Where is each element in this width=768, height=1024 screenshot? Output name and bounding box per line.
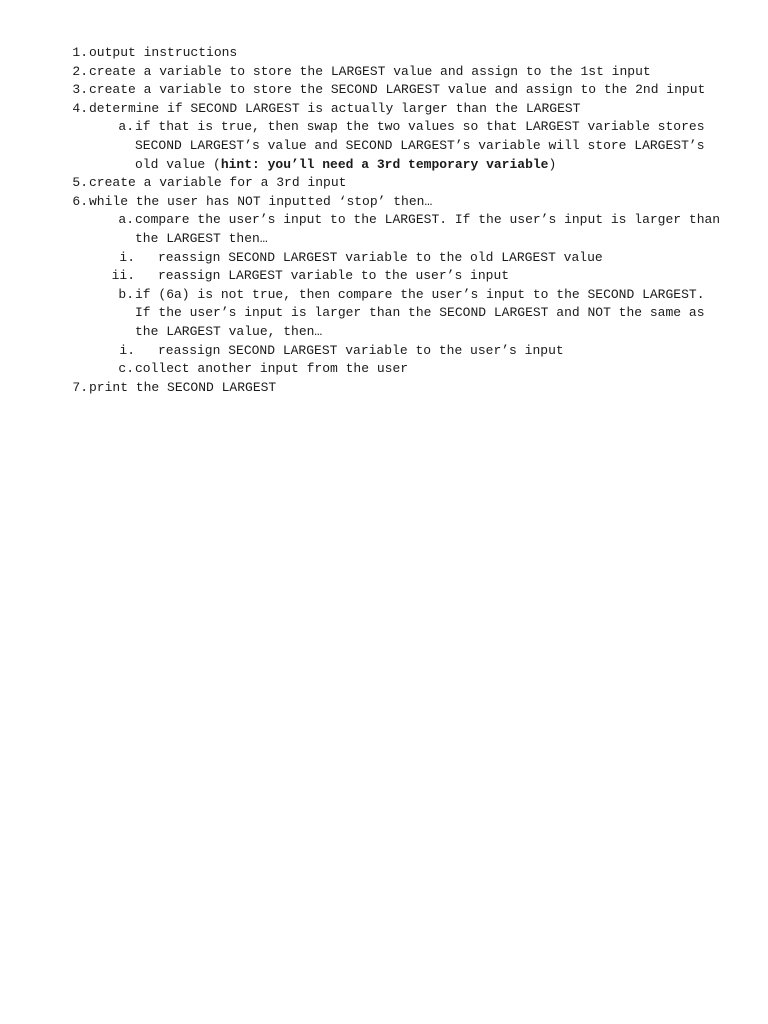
step-3-text: create a variable to store the SECOND LARGEST value and assign to the 2nd input: [89, 82, 706, 98]
step-4a-text-before: if that is true, then swap the two values so that LARGEST variable stores SECOND LARGEST’s value and SECOND LARGEST’s variable will store LARGEST’s old value (: [135, 119, 705, 172]
step-6-text: while the user has NOT inputted ‘stop’ then…: [89, 193, 433, 209]
step-6a-marker: a.: [118, 212, 134, 228]
step-6a-text: compare the user’s input to the LARGEST. If the user’s input is larger than the LARGEST then…: [135, 212, 721, 246]
step-4-marker: 4.: [72, 100, 88, 116]
step-7-text: print the SECOND LARGEST: [89, 379, 277, 395]
step-6-marker: 6.: [72, 193, 88, 209]
step-5: [0, 174, 768, 193]
step-4a-marker: a.: [118, 119, 134, 135]
step-4-text: determine if SECOND LARGEST is actually larger than the LARGEST: [89, 100, 581, 116]
step-7-marker: 7.: [72, 379, 88, 395]
step-2-marker: 2.: [72, 63, 88, 79]
step-7: [0, 379, 768, 398]
step-6a-ii-text: reassign LARGEST variable to the user’s input: [158, 268, 510, 284]
step-6a-i: [0, 249, 768, 268]
step-6a-i-text: reassign SECOND LARGEST variable to the old LARGEST value: [158, 249, 603, 265]
step-6b-text: if (6a) is not true, then compare the user’s input to the SECOND LARGEST. If the user’s input is larger than the SECOND LARGEST and NOT the same as the LARGEST value, then…: [135, 286, 705, 339]
step-6c-text: collect another input from the user: [135, 361, 409, 377]
step-6: [0, 193, 768, 212]
step-3: [0, 81, 768, 100]
step-1: [0, 44, 768, 63]
step-3-marker: 3.: [72, 82, 88, 98]
step-6b-i: [0, 342, 768, 361]
step-4a: [0, 118, 768, 174]
step-6b: [0, 286, 768, 342]
step-6b-marker: b.: [118, 286, 134, 302]
step-2: [0, 63, 768, 82]
step-6a: [0, 211, 768, 248]
step-6b-i-marker: i.: [119, 342, 135, 358]
step-6c-marker: c.: [118, 361, 134, 377]
step-4: [0, 100, 768, 119]
step-6a-i-marker: i.: [119, 249, 135, 265]
step-4a-text-after: ): [548, 156, 557, 172]
step-6c: [0, 360, 768, 379]
step-4a-text: [135, 118, 725, 174]
step-6a-ii-marker: ii.: [111, 268, 135, 284]
step-1-text: output instructions: [89, 45, 238, 60]
step-4a-hint: hint: you’ll need a 3rd temporary variable: [220, 156, 549, 172]
step-6b-i-text: reassign SECOND LARGEST variable to the user’s input: [158, 342, 564, 358]
step-5-marker: 5.: [72, 175, 88, 191]
step-2-text: create a variable to store the LARGEST value and assign to the 1st input: [89, 63, 651, 79]
step-6a-ii: [0, 267, 768, 286]
step-5-text: create a variable for a 3rd input: [89, 175, 347, 191]
step-1-marker: 1.: [72, 45, 88, 60]
instructions-document: [0, 44, 768, 397]
